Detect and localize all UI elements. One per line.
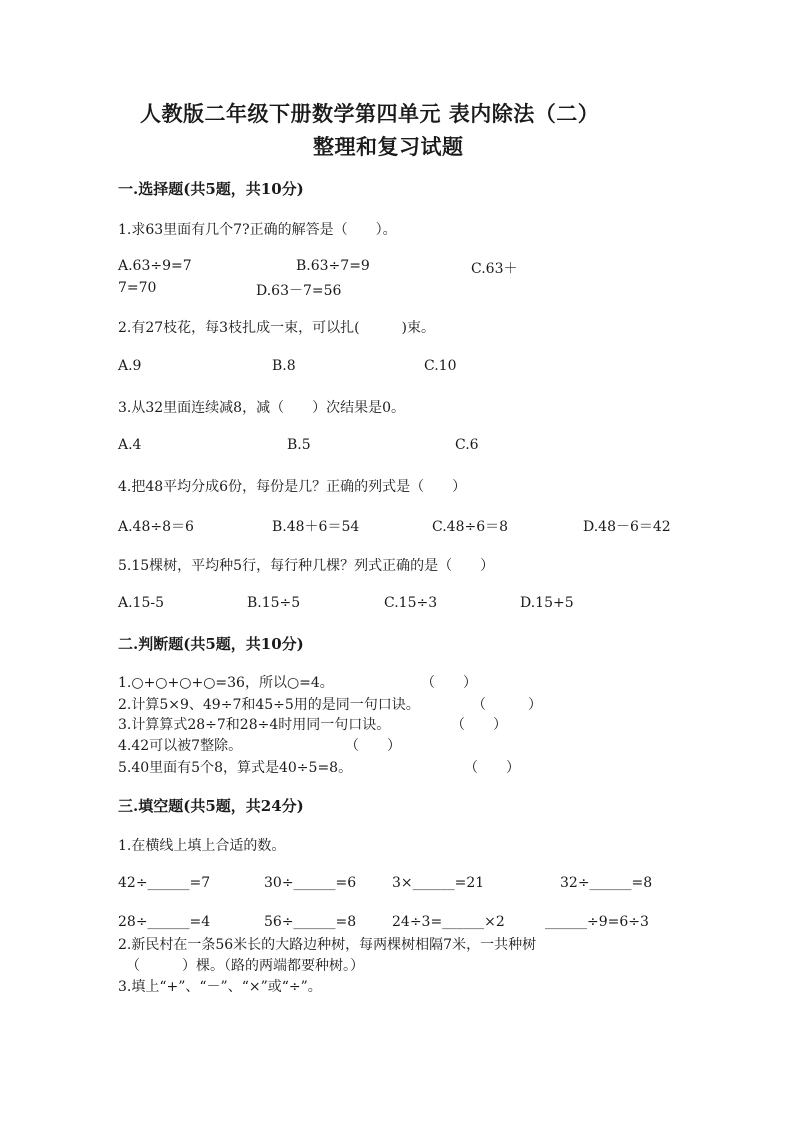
q3-option-c: C.6: [455, 437, 479, 453]
judge-item-5-answer: （ ）: [464, 760, 520, 776]
fill-blank-5: 28÷______=4: [118, 914, 211, 930]
fill-question-2-line2: （ ）棵。（路的两端都要种树。）: [126, 958, 364, 974]
judge-item-4-answer: （ ）: [345, 738, 401, 754]
fill-blank-2: 30÷______=6: [264, 875, 357, 891]
q5-option-a: A.15-5: [118, 595, 165, 611]
q2-option-b: B.8: [272, 358, 296, 374]
question-3-stem: 3.从32里面连续减8，减（ ）次结果是0。: [118, 400, 405, 416]
section-heading-fill: 三.填空题(共5题，共24分): [118, 797, 304, 815]
judge-item-4: 4.42可以被7整除。: [118, 738, 243, 754]
q5-option-c: C.15÷3: [384, 595, 438, 611]
question-2-stem: 2.有27枝花，每3枝扎成一束，可以扎( )束。: [118, 320, 436, 336]
q5-option-b: B.15÷5: [247, 595, 301, 611]
judge-item-5: 5.40里面有5个8，算式是40÷5=8。: [118, 760, 353, 776]
q4-option-c: C.48÷6＝8: [432, 519, 509, 535]
fill-blank-8: ______÷9=6÷3: [545, 914, 649, 930]
question-5-stem: 5.15棵树，平均种5行，每行种几棵？列式正确的是（ ）: [118, 558, 495, 574]
q4-option-d: D.48－6＝42: [583, 519, 671, 535]
q1-option-c-cont: 7=70: [118, 280, 157, 296]
fill-question-1-stem: 1.在横线上填上合适的数。: [118, 838, 286, 854]
page-subtitle: 整理和复习试题: [313, 134, 464, 159]
q5-option-d: D.15+5: [520, 595, 574, 611]
fill-blank-6: 56÷______=8: [264, 914, 357, 930]
q1-option-b: B.63÷7=9: [296, 258, 370, 274]
q2-option-c: C.10: [424, 358, 457, 374]
question-1-stem: 1.求63里面有几个7?正确的解答是（ ）。: [118, 222, 397, 238]
page-title: 人教版二年级下册数学第四单元 表内除法（二）: [140, 101, 600, 126]
q2-option-a: A.9: [118, 358, 142, 374]
q4-option-b: B.48＋6＝54: [272, 519, 360, 535]
fill-blank-4: 32÷______=8: [560, 875, 653, 891]
fill-blank-7: 24÷3=______×2: [392, 914, 505, 930]
fill-blank-1: 42÷______=7: [118, 875, 211, 891]
judge-item-3-answer: （ ）: [451, 717, 507, 733]
q3-option-a: A.4: [118, 437, 142, 453]
fill-question-2-line1: 2.新民村在一条56米长的大路边种树，每两棵树相隔7米，一共种树: [118, 937, 537, 953]
judge-item-1: 1.○+○+○+○=36，所以○=4。: [118, 675, 334, 691]
judge-item-3: 3.计算算式28÷7和28÷4时用同一句口诀。: [118, 717, 391, 733]
q1-option-a: A.63÷9=7: [118, 258, 192, 274]
q1-option-d: D.63－7=56: [256, 283, 342, 299]
section-heading-judge: 二.判断题(共5题，共10分): [118, 635, 304, 653]
judge-item-2-answer: （ ）: [472, 697, 542, 713]
judge-item-1-answer: （ ）: [421, 675, 477, 691]
section-heading-choice: 一.选择题(共5题，共10分): [118, 180, 304, 198]
fill-question-3-stem: 3.填上“+”、“－”、“×”或“÷”。: [118, 979, 322, 995]
question-4-stem: 4.把48平均分成6份，每份是几？正确的列式是（ ）: [118, 479, 467, 495]
judge-item-2: 2.计算5×9、49÷7和45÷5用的是同一句口诀。: [118, 697, 420, 713]
q3-option-b: B.5: [287, 437, 311, 453]
q1-option-c: C.63＋: [471, 261, 518, 277]
q4-option-a: A.48÷8＝6: [118, 519, 194, 535]
fill-blank-3: 3×______=21: [392, 875, 485, 891]
